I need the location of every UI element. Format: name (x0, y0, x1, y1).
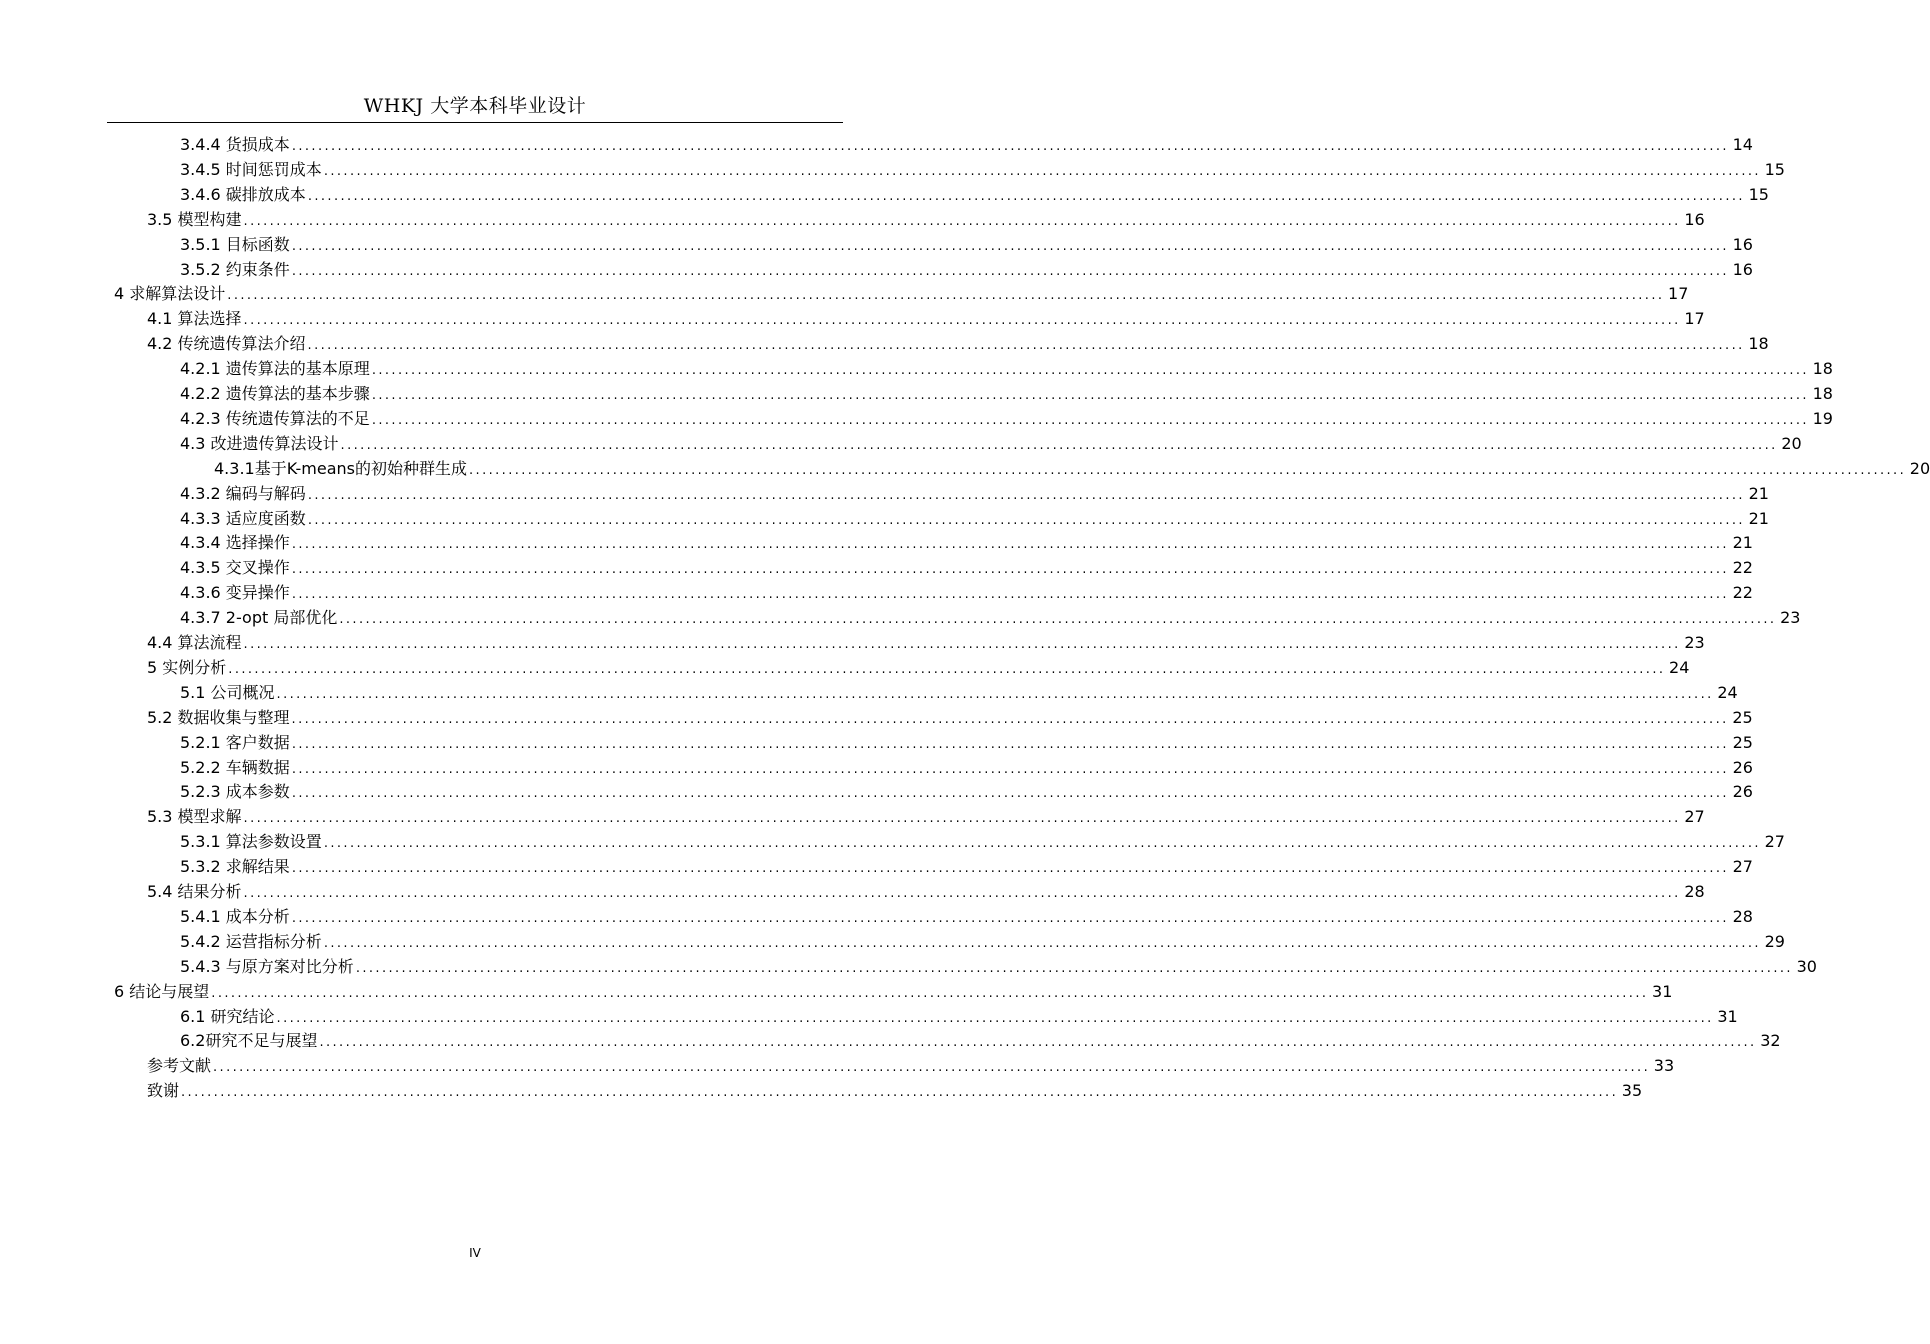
toc-entry-label: 4.3 改进遗传算法设计 (180, 433, 339, 453)
toc-dot-leader: ............................................................................................................................................................................................................................ (228, 661, 1666, 677)
toc-entry-label: 4.3.6 变异操作 (180, 583, 290, 603)
toc-entry-page: 18 (1748, 334, 1769, 354)
toc-entry[interactable] (180, 581, 1753, 605)
toc-entry-page: 21 (1748, 483, 1769, 503)
toc-entry-label: 4.3.1基于K-means的初始种群生成 (214, 458, 468, 478)
toc-entry[interactable] (147, 1079, 1643, 1103)
toc-entry-label: 6 结论与展望 (114, 981, 210, 1001)
page-header-title: WHKJ 大学本科毕业设计 (363, 95, 587, 117)
toc-entry-label: 3.4.5 时间惩罚成本 (180, 159, 322, 179)
toc-entry-page: 19 (1812, 408, 1833, 428)
toc-entry[interactable] (180, 482, 1769, 506)
toc-entry-label: 5.4.3 与原方案对比分析 (180, 956, 354, 976)
toc-entry-page: 17 (1684, 309, 1705, 329)
toc-entry[interactable] (214, 457, 1930, 481)
toc-dot-leader: ............................................................................................................................................................................................................................ (291, 562, 1729, 578)
toc-entry-label: 4.3.2 编码与解码 (180, 483, 306, 503)
toc-entry[interactable] (114, 282, 1689, 306)
toc-entry-page: 26 (1732, 757, 1753, 777)
toc-entry[interactable] (147, 656, 1690, 680)
toc-entry-page: 16 (1732, 259, 1753, 279)
toc-entry-label: 5.2.2 车辆数据 (180, 757, 290, 777)
toc-dot-leader: ............................................................................................................................................................................................................................ (323, 836, 1761, 852)
toc-entry-page: 24 (1717, 682, 1738, 702)
toc-entry-label: 4.3.4 选择操作 (180, 533, 290, 553)
toc-entry-page: 25 (1732, 707, 1753, 727)
toc-entry-page: 29 (1764, 931, 1785, 951)
toc-dot-leader: ............................................................................................................................................................................................................................ (291, 861, 1729, 877)
toc-entry-label: 4.2 传统遗传算法介绍 (147, 334, 306, 354)
toc-dot-leader: ............................................................................................................................................................................................................................ (243, 637, 1681, 652)
toc-entry[interactable] (180, 382, 1833, 406)
toc-entry[interactable] (180, 407, 1833, 431)
toc-dot-leader: ............................................................................................................................................................................................................................ (291, 910, 1729, 926)
toc-dot-leader: ............................................................................................................................................................................................................................ (323, 935, 1761, 951)
toc-entry[interactable] (147, 1054, 1675, 1078)
toc-dot-leader: ............................................................................................................................................................................................................................ (243, 811, 1681, 827)
toc-entry[interactable] (180, 258, 1753, 282)
toc-entry[interactable] (180, 855, 1753, 879)
toc-entry-label: 4.3.7 2-opt 局部优化 (180, 608, 338, 628)
toc-entry[interactable] (180, 780, 1753, 804)
toc-dot-leader: ............................................................................................................................................................................................................................ (291, 736, 1729, 752)
toc-entry-page: 16 (1732, 234, 1753, 254)
toc-entry-label: 3.4.6 碳排放成本 (180, 184, 306, 204)
toc-entry[interactable] (147, 805, 1705, 829)
toc-entry-label: 4 求解算法设计 (114, 284, 226, 304)
toc-entry-page: 23 (1684, 633, 1705, 652)
toc-dot-leader: ............................................................................................................................................................................................................................ (469, 462, 1907, 478)
toc-dot-leader: ............................................................................................................................................................................................................................ (276, 686, 1714, 702)
toc-entry-label: 4.2.1 遗传算法的基本原理 (180, 359, 370, 379)
toc-dot-leader: ............................................................................................................................................................................................................................ (291, 537, 1729, 553)
toc-entry-page: 23 (1780, 608, 1801, 628)
toc-dot-leader: ............................................................................................................................................................................................................................ (307, 487, 1745, 503)
toc-entry-label: 5 实例分析 (147, 657, 227, 677)
toc-entry[interactable] (147, 880, 1705, 904)
toc-entry-label: 5.2.3 成本参数 (180, 782, 290, 802)
toc-entry[interactable] (180, 606, 1801, 630)
toc-entry-page: 30 (1796, 956, 1817, 976)
toc-entry[interactable] (180, 432, 1802, 456)
toc-entry[interactable] (180, 930, 1785, 954)
toc-dot-leader: ............................................................................................................................................................................................................................ (339, 612, 1777, 628)
toc-entry-page: 31 (1717, 1006, 1738, 1026)
toc-entry[interactable] (180, 681, 1738, 705)
toc-entry-page: 27 (1684, 807, 1705, 827)
toc-dot-leader: ............................................................................................................................................................................................................................ (211, 985, 1649, 1001)
toc-entry-page: 18 (1812, 359, 1833, 379)
toc-entry-page: 28 (1732, 906, 1753, 926)
toc-entry-page: 26 (1732, 782, 1753, 802)
toc-dot-leader: ............................................................................................................................................................................................................................ (243, 313, 1681, 329)
toc-entry-page: 21 (1732, 533, 1753, 553)
toc-dot-leader: ............................................................................................................................................................................................................................ (243, 886, 1681, 901)
page-number: IV (469, 1246, 481, 1260)
toc-entry-label: 4.3.5 交叉操作 (180, 558, 290, 578)
toc-entry-label: 3.5 模型构建 (147, 209, 242, 229)
toc-dot-leader: ............................................................................................................................................................................................................................ (355, 960, 1793, 976)
toc-entry-page: 31 (1652, 981, 1673, 1001)
toc-dot-leader: ............................................................................................................................................................................................................................ (307, 512, 1745, 528)
toc-dot-leader: ............................................................................................................................................................................................................................ (340, 437, 1778, 453)
toc-entry-page: 20 (1781, 433, 1802, 453)
toc-entry-page: 15 (1748, 184, 1769, 204)
toc-dot-leader: ............................................................................................................................................................................................................................ (307, 188, 1745, 204)
toc-entry-label: 4.2.3 传统遗传算法的不足 (180, 408, 370, 428)
toc-entry[interactable] (147, 208, 1705, 232)
toc-dot-leader: ............................................................................................................................................................................................................................ (291, 238, 1729, 254)
toc-entry-label: 3.4.4 货损成本 (180, 135, 290, 154)
toc-entry-page: 14 (1732, 135, 1753, 154)
toc-entry-label: 5.4 结果分析 (147, 882, 242, 901)
toc-dot-leader: ............................................................................................................................................................................................................................ (319, 1035, 1757, 1051)
toc-entry[interactable] (180, 905, 1753, 929)
toc-entry[interactable] (147, 307, 1705, 331)
toc-dot-leader: ............................................................................................................................................................................................................................ (371, 388, 1809, 403)
toc-entry-page: 16 (1684, 209, 1705, 229)
toc-entry-page: 25 (1732, 732, 1753, 752)
toc-entry-page: 15 (1764, 159, 1785, 179)
toc-entry-page: 27 (1764, 832, 1785, 852)
toc-entry[interactable] (147, 332, 1769, 356)
toc-entry[interactable] (180, 556, 1753, 580)
toc-entry-label: 5.3.1 算法参数设置 (180, 832, 322, 852)
toc-entry-page: 21 (1748, 508, 1769, 528)
toc-entry-label: 致谢 (147, 1081, 180, 1101)
toc-entry-label: 5.4.2 运营指标分析 (180, 931, 322, 951)
toc-entry-label: 6.1 研究结论 (180, 1006, 275, 1026)
toc-dot-leader: ............................................................................................................................................................................................................................ (371, 412, 1809, 428)
toc-entry-page: 35 (1621, 1081, 1643, 1101)
toc-entry-page: 28 (1684, 882, 1705, 901)
toc-entry-label: 4.2.2 遗传算法的基本步骤 (180, 384, 370, 403)
toc-entry[interactable] (180, 756, 1753, 780)
toc-entry-page: 17 (1668, 284, 1689, 304)
toc-dot-leader: ............................................................................................................................................................................................................................ (243, 213, 1681, 229)
toc-dot-leader: ............................................................................................................................................................................................................................ (291, 761, 1729, 777)
toc-entry-page: 18 (1812, 384, 1833, 403)
toc-entry-label: 4.3.3 适应度函数 (180, 508, 306, 528)
toc-entry-label: 4.1 算法选择 (147, 309, 242, 329)
toc-dot-leader: ............................................................................................................................................................................................................................ (227, 288, 1665, 304)
toc-entry-label: 3.5.2 约束条件 (180, 259, 290, 279)
toc-entry-label: 4.4 算法流程 (147, 633, 242, 652)
toc-entry-label: 6.2研究不足与展望 (180, 1031, 318, 1051)
toc-entry[interactable] (147, 706, 1753, 730)
toc-entry-label: 5.3 模型求解 (147, 807, 242, 827)
toc-entry-label: 5.2.1 客户数据 (180, 732, 290, 752)
toc-dot-leader: ............................................................................................................................................................................................................................ (323, 163, 1761, 179)
toc-dot-leader: ............................................................................................................................................................................................................................ (291, 786, 1729, 802)
toc-entry-page: 33 (1653, 1056, 1675, 1076)
toc-entry-label: 5.1 公司概况 (180, 682, 275, 702)
toc-entry-page: 27 (1732, 857, 1753, 877)
toc-entry[interactable] (180, 1029, 1781, 1053)
toc-entry[interactable] (180, 731, 1753, 755)
toc-dot-leader: ............................................................................................................................................................................................................................ (276, 1010, 1714, 1026)
toc-entry-label: 5.2 数据收集与整理 (147, 707, 290, 727)
toc-dot-leader: ............................................................................................................................................................................................................................ (291, 587, 1729, 603)
toc-dot-leader: ............................................................................................................................................................................................................................ (291, 711, 1729, 727)
toc-entry[interactable] (180, 233, 1753, 257)
toc-dot-leader: ............................................................................................................................................................................................................................ (181, 1085, 1619, 1101)
toc-entry[interactable] (147, 631, 1705, 655)
toc-entry[interactable] (114, 980, 1673, 1004)
toc-entry[interactable] (180, 133, 1753, 157)
toc-entry-label: 参考文献 (147, 1056, 212, 1076)
toc-entry[interactable] (180, 357, 1833, 381)
toc-entry[interactable] (180, 955, 1817, 979)
toc-dot-leader: ............................................................................................................................................................................................................................ (213, 1060, 1651, 1076)
toc-entry-page: 22 (1732, 583, 1753, 603)
toc-entry-page: 20 (1909, 458, 1930, 478)
toc-entry-page: 32 (1760, 1031, 1781, 1051)
toc-entry-label: 3.5.1 目标函数 (180, 234, 290, 254)
toc-entry[interactable] (180, 830, 1785, 854)
toc-entry[interactable] (180, 183, 1769, 207)
toc-entry[interactable] (180, 158, 1785, 182)
toc-entry[interactable] (180, 531, 1753, 555)
toc-dot-leader: ............................................................................................................................................................................................................................ (291, 139, 1729, 154)
toc-dot-leader: ............................................................................................................................................................................................................................ (371, 363, 1809, 379)
toc-entry-label: 5.3.2 求解结果 (180, 857, 290, 877)
toc-entry-label: 5.4.1 成本分析 (180, 906, 290, 926)
toc-dot-leader: ............................................................................................................................................................................................................................ (307, 338, 1745, 354)
toc-entry[interactable] (180, 1005, 1738, 1029)
toc-entry-page: 24 (1669, 657, 1690, 677)
header-rule (107, 122, 843, 123)
toc-dot-leader: ............................................................................................................................................................................................................................ (291, 263, 1729, 279)
toc-entry[interactable] (180, 507, 1769, 531)
toc-entry-page: 22 (1732, 558, 1753, 578)
